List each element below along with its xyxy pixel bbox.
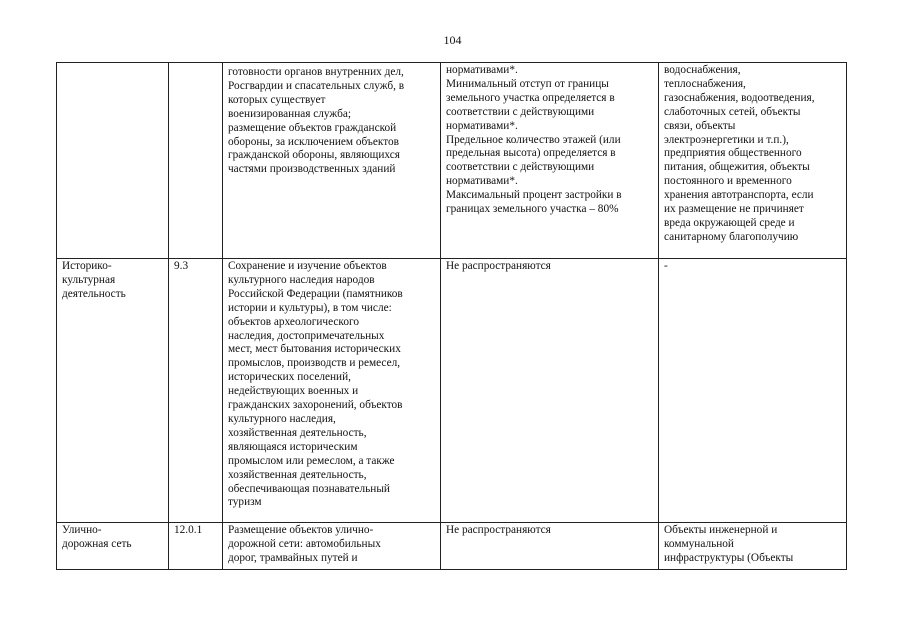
table-row (57, 259, 847, 523)
table-row (57, 63, 847, 259)
cell-use-description: готовности органов внутренних дел, Росгвардии и спасательных служб, в которых существует военизированная служба; размещение объектов гражданской обороны, за исключением объектов гражданской обороны, являющихся частями производственных зданий (223, 63, 441, 259)
cell-use-name: Улично- дорожная сеть (57, 523, 169, 570)
cell-use-parameters: нормативами*. Минимальный отступ от границы земельного участка определяется в соответствии с действующими нормативами*. Предельное количество этажей (или предельная высота) определяется в соответствии с действующими нормативами*. Максимальный процент застройки в границах земельного участка – 80% (441, 63, 659, 259)
cell-use-name (57, 63, 169, 259)
cell-use-code: 9.3 (169, 259, 223, 523)
cell-use-code: 12.0.1 (169, 523, 223, 570)
cell-auxiliary-uses: - (659, 259, 847, 523)
land-use-table (56, 62, 847, 570)
cell-use-code (169, 63, 223, 259)
cell-use-parameters: Не распространяются (441, 259, 659, 523)
cell-auxiliary-uses: водоснабжения, теплоснабжения, газоснабжения, водоотведения, слаботочных сетей, объекты связи, объекты электроэнергетики и т.п.), предприятия общественного питания, общежития, объекты постоянного и временного хранения автотранспорта, если их размещение не причиняет вреда окружающей среде и санитарному благополучию (659, 63, 847, 259)
page-number: 104 (443, 33, 462, 47)
cell-use-description: Размещение объектов улично- дорожной сети: автомобильных дорог, трамвайных путей и (223, 523, 441, 570)
cell-use-name: Историко- культурная деятельность (57, 259, 169, 523)
table-row (57, 523, 847, 570)
cell-auxiliary-uses: Объекты инженерной и коммунальной инфраструктуры (Объекты (659, 523, 847, 570)
cell-use-description: Сохранение и изучение объектов культурного наследия народов Российской Федерации (памятников истории и культуры), в том числе: объектов археологического наследия, достопримечательных мест, мест бытования исторических промыслов, производств и ремесел, исторических поселений, недействующих военных и гражданских захоронений, объектов культурного наследия, хозяйственная деятельность, являющаяся историческим промыслом или ремеслом, а также хозяйственная деятельность, обеспечивающая познавательный туризм (223, 259, 441, 523)
cell-use-parameters: Не распространяются (441, 523, 659, 570)
